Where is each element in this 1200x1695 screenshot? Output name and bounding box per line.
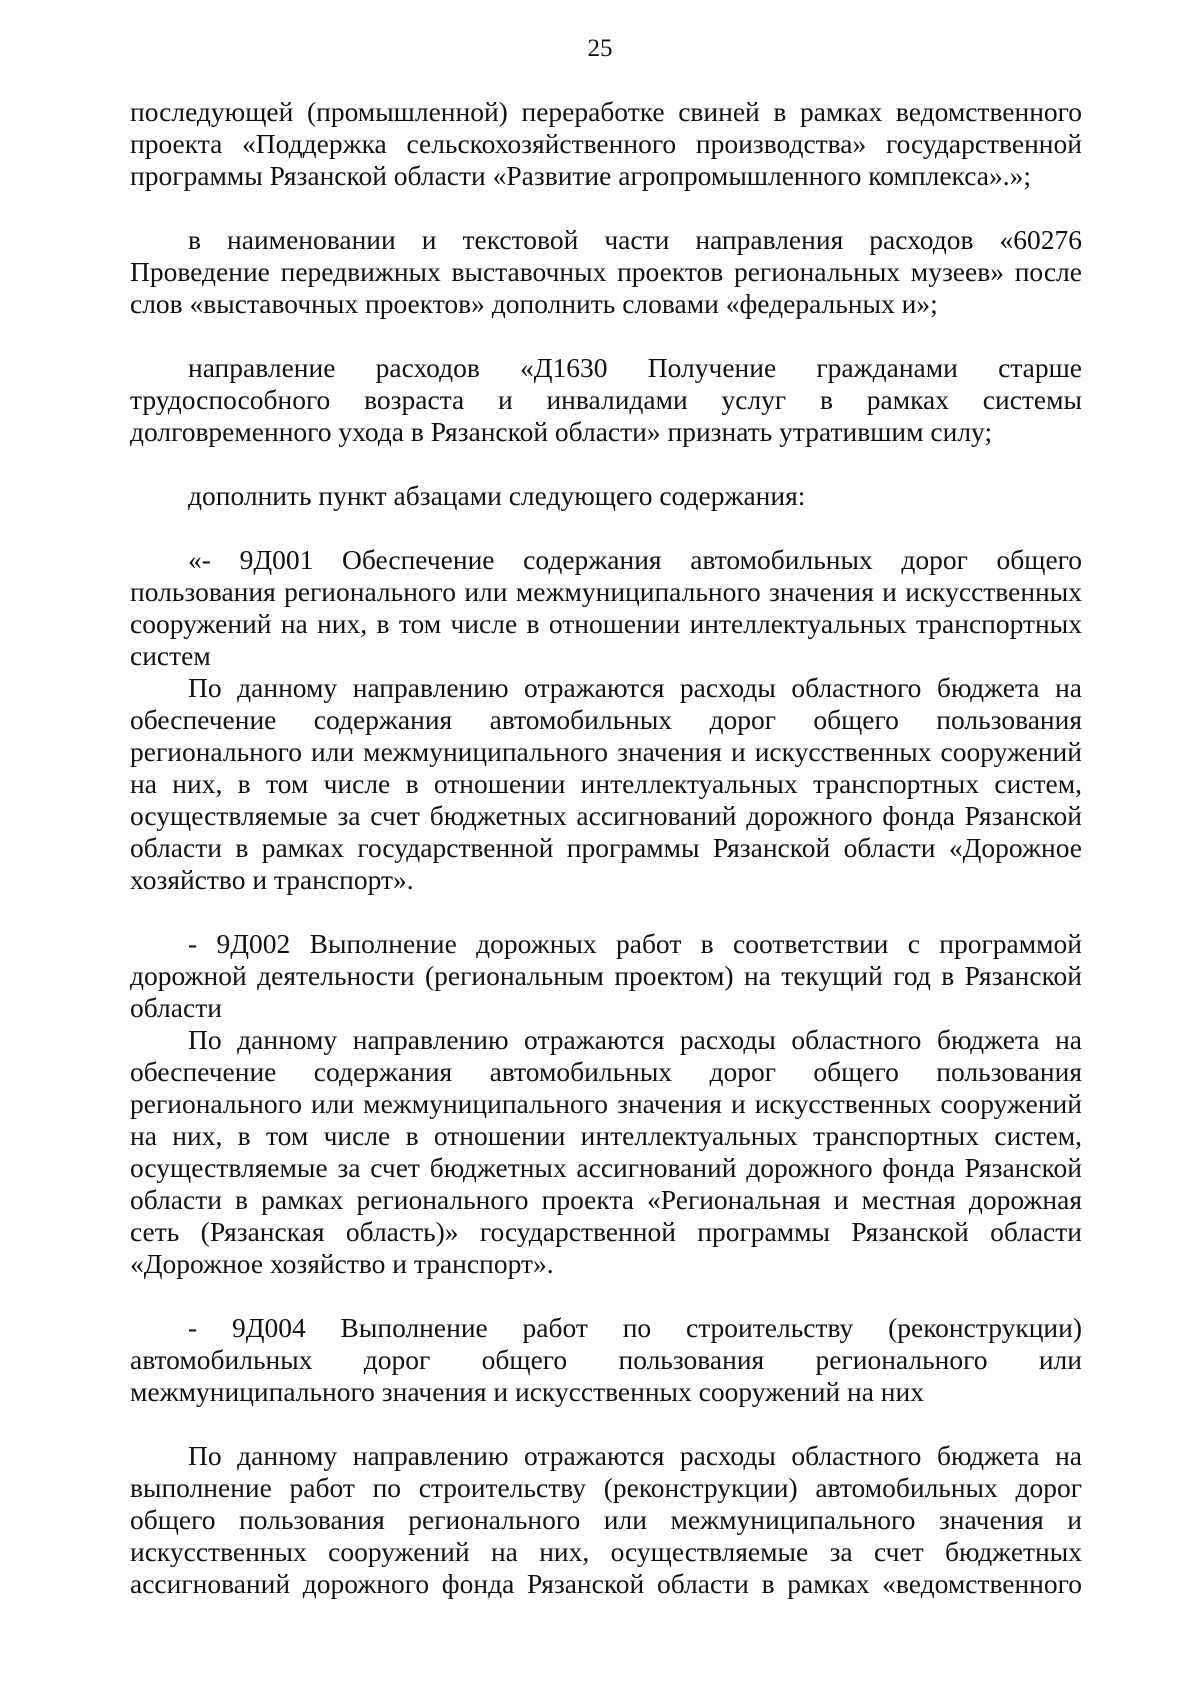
paragraph-9d002-description: По данному направлению отражаются расходы областного бюджета на обеспечение содержания автомобильных дорог общего пользования регионального или межмуниципального значения и искусственных сооружений на них, в том числе в отношении интеллектуальных транспортных систем, осуществляемые за счет бюджетных ассигнований дорожного фонда Рязанской области в рамках регионального проекта «Региональная и местная дорожная сеть (Рязанская область)» государственной программы Рязанской области «Дорожное хозяйство и транспорт».	[130, 1024, 1082, 1279]
paragraph-9d001-description: По данному направлению отражаются расходы областного бюджета на обеспечение содержания автомобильных дорог общего пользования регионального или межмуниципального значения и искусственных сооружений на них, в том числе в отношении интеллектуальных транспортных систем, осуществляемые за счет бюджетных ассигнований дорожного фонда Рязанской области в рамках государственной программы Рязанской области «Дорожное хозяйство и транспорт».	[130, 672, 1082, 895]
paragraph-continuation: последующей (промышленной) переработке свиней в рамках ведомственного проекта «Поддержка сельскохозяйственного производства» государственной программы Рязанской области «Развитие агропромышленного комплекса».»;	[130, 96, 1082, 191]
paragraph-rename-60276: в наименовании и текстовой части направления расходов «60276 Проведение передвижных выставочных проектов региональных музеев» после слов «выставочных проектов» дополнить словами «федеральных и»;	[130, 224, 1082, 319]
document-body	[130, 96, 1082, 1600]
paragraph-add-intro: дополнить пункт абзацами следующего содержания:	[188, 480, 806, 511]
paragraph-9d002-title: - 9Д002 Выполнение дорожных работ в соответствии с программой дорожной деятельности (региональным проектом) на текущий год в Рязанской области	[130, 928, 1082, 1023]
paragraph-d1630-repeal: направление расходов «Д1630 Получение гражданами старше трудоспособного возраста и инвалидами услуг в рамках системы долговременного ухода в Рязанской области» признать утратившим силу;	[130, 352, 1082, 447]
paragraph-9d004-description: По данному направлению отражаются расходы областного бюджета на выполнение работ по строительству (реконструкции) автомобильных дорог общего пользования регионального или межмуниципального значения и искусственных сооружений на них, осуществляемые за счет бюджетных ассигнований дорожного фонда Рязанской области в рамках «ведомственного	[130, 1440, 1082, 1599]
paragraph-9d004-title: - 9Д004 Выполнение работ по строительству (реконструкции) автомобильных дорог общего пользования регионального или межмуниципального значения и искусственных сооружений на них	[130, 1312, 1082, 1407]
page-number: 25	[587, 35, 613, 62]
paragraph-9d001-title: «- 9Д001 Обеспечение содержания автомобильных дорог общего пользования регионального или межмуниципального значения и искусственных сооружений на них, в том числе в отношении интеллектуальных транспортных систем	[130, 544, 1082, 671]
